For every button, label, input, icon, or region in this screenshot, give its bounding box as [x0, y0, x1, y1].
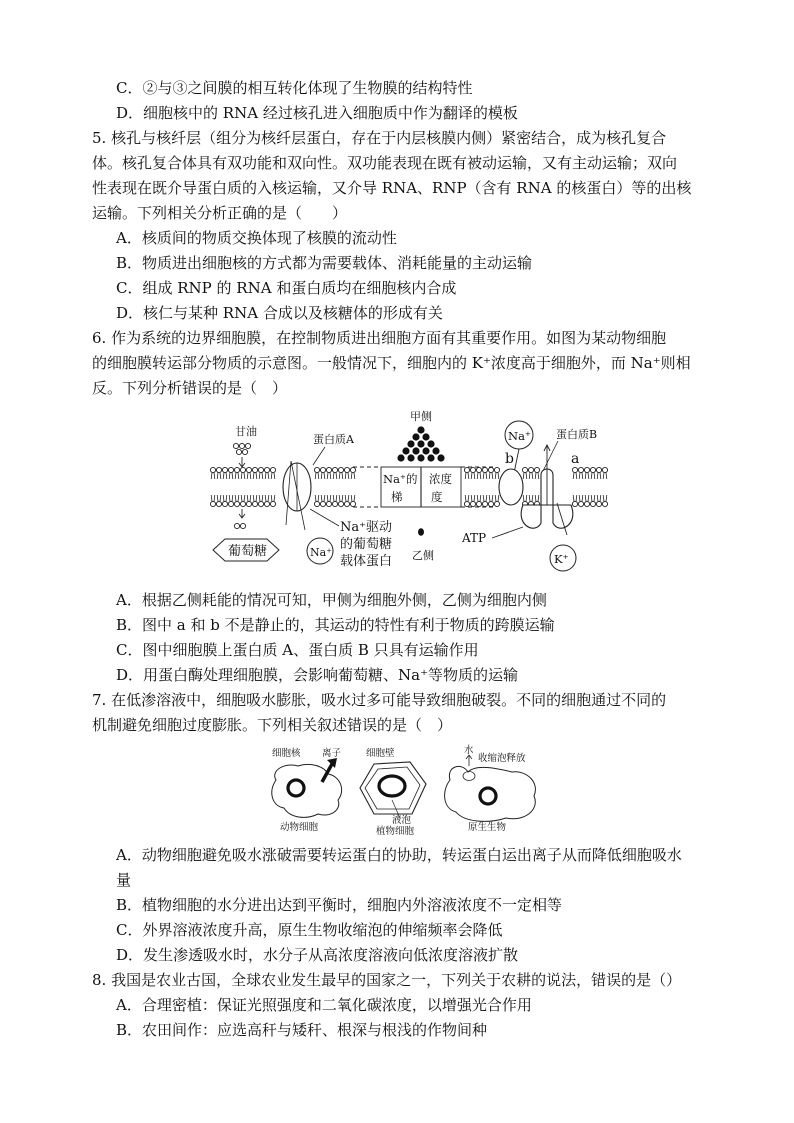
phospholipid-outer	[326, 467, 331, 479]
q7-option-c: C．外界溶液浓度升高，原生生物收缩泡的伸缩频率会降低	[116, 921, 503, 939]
protist-label: 原生生物	[468, 822, 507, 833]
q5-stem-line1: 5. 核孔与核纤层（组分为核纤层蛋白，存在于内层核膜内侧）紧密结合，成为核孔复合	[92, 129, 667, 147]
carrier-label-3: 载体蛋白	[340, 554, 393, 569]
phospholipid-inner	[314, 495, 319, 507]
q7-option-b: B．植物细胞的水分进出达到平衡时，细胞内外溶液浓度不一定相等	[116, 896, 563, 914]
label-b: b	[505, 451, 514, 467]
phospholipid-outer	[332, 467, 337, 479]
protist-cell	[445, 766, 536, 821]
q6-stem-line1: 6. 作为系统的边界细胞膜，在控制物质进出细胞方面有其重要作用。如图为某动物细胞	[92, 329, 667, 347]
phospholipid-inner	[584, 495, 589, 507]
phospholipid-outer	[222, 467, 227, 479]
q6-option-b: B．图中 a 和 b 不是静止的，其运动的特性有利于物质的跨膜运输	[116, 616, 555, 634]
phospholipid-inner	[488, 495, 493, 507]
phospholipid-inner	[494, 495, 499, 507]
phospholipid-outer	[470, 467, 475, 479]
phospholipid-outer	[584, 467, 589, 479]
protein-b-oval	[499, 469, 523, 505]
phospholipid-inner	[240, 495, 245, 507]
q6-option-c: C．图中细胞膜上蛋白质 A、蛋白质 B 只具有运输作用	[116, 641, 479, 659]
phospholipid-outer	[240, 467, 245, 479]
phospholipid-outer	[590, 467, 595, 479]
cell-wall-label: 细胞壁	[366, 748, 395, 759]
glucose-label: 葡萄糖	[228, 544, 268, 559]
atp-arrow	[492, 527, 523, 538]
phospholipid-outer	[264, 467, 269, 479]
q5-stem-line4: 运输。下列相关分析正确的是（ ）	[92, 204, 348, 222]
q4-option-d: D．细胞核中的 RNA 经过核孔进入细胞质中作为翻译的模板	[116, 104, 518, 122]
water-label: 水	[464, 745, 474, 756]
carrier-label-2: 的葡萄糖	[340, 537, 393, 552]
phospholipid-inner	[590, 495, 595, 507]
protein-a-label: 蛋白质A	[313, 433, 354, 446]
phospholipid-outer	[488, 467, 493, 479]
q5-option-d: D．核仁与某种 RNA 合成以及核糖体的形成有关	[116, 304, 443, 322]
phospholipid-outer	[270, 467, 275, 479]
phospholipid-inner	[464, 495, 469, 507]
q8-stem: 8. 我国是农业古国，全球农业发生最早的国家之一，下列关于农耕的说法，错误的是（）	[92, 971, 682, 989]
phospholipid-outer	[522, 467, 527, 479]
q8-option-a: A．合理密植：保证光照强度和二氧化碳浓度，以增强光合作用	[116, 996, 532, 1014]
q7-stem-line2: 机制避免细胞过度膨胀。下列相关叙述错误的是（ ）	[92, 716, 453, 734]
q6-option-a: A．根据乙侧耗能的情况可知，甲侧为细胞外侧，乙侧为细胞内侧	[116, 591, 547, 609]
phospholipid-outer	[216, 467, 221, 479]
phospholipid-outer	[534, 467, 539, 479]
phospholipid-inner	[572, 495, 577, 507]
water-arrow	[466, 755, 472, 766]
nucleus-label: 细胞核	[272, 748, 301, 759]
phospholipid-outer	[528, 467, 533, 479]
phospholipid-inner	[338, 495, 343, 507]
phospholipid-inner	[246, 495, 251, 507]
q8-option-b: B．农田间作：应选高秆与矮秆、根深与根浅的作物间种	[116, 1021, 488, 1039]
phospholipid-inner	[210, 495, 215, 507]
phospholipid-outer	[320, 467, 325, 479]
phospholipid-inner	[578, 495, 583, 507]
label-a: a	[571, 451, 580, 467]
phospholipid-inner	[216, 495, 221, 507]
na-ion-top-label: Na⁺	[508, 429, 531, 443]
phospholipid-inner	[470, 495, 475, 507]
q5-stem-line2: 体。核孔复合体具有双功能和双向性。双功能表现在既有被动运输，又有主动运输；双向	[92, 154, 678, 172]
q6-stem-line2: 的细胞膜转运部分物质的示意图。一般情况下，细胞内的 K⁺浓度高于细胞外，而 Na⁺则相	[92, 354, 691, 372]
phospholipid-inner	[252, 495, 257, 507]
phospholipid-outer	[350, 467, 355, 479]
phospholipid-outer	[228, 467, 233, 479]
phospholipid-outer	[572, 467, 577, 479]
animal-cell	[272, 764, 342, 817]
protein-b-pointer	[542, 441, 558, 473]
phospholipid-inner	[234, 495, 239, 507]
protein-a-pointer	[313, 447, 325, 465]
na-gradient-text-1: Na⁺的	[383, 472, 418, 486]
phospholipid-inner	[332, 495, 337, 507]
phospholipid-inner	[596, 495, 601, 507]
q5-option-a: A．核质间的物质交换体现了核膜的流动性	[116, 229, 397, 247]
q5-option-b: B．物质进出细胞核的方式都为需要载体、消耗能量的主动运输	[116, 254, 533, 272]
phospholipid-inner	[482, 495, 487, 507]
q5-option-c: C．组成 RNP 的 RNA 和蛋白质均在细胞核内合成	[116, 279, 457, 297]
phospholipid-inner	[344, 495, 349, 507]
phospholipid-inner	[264, 495, 269, 507]
phospholipid-outer	[338, 467, 343, 479]
phospholipid-outer	[252, 467, 257, 479]
phospholipid-inner	[258, 495, 263, 507]
vacuole-release-label: 收缩泡释放	[478, 753, 526, 764]
q7-stem-line1: 7. 在低渗溶液中，细胞吸水膨胀，吸水过多可能导致细胞破裂。不同的细胞通过不同的	[92, 691, 667, 709]
ion-label: 离子	[322, 748, 342, 759]
phospholipid-inner	[602, 495, 607, 507]
na-gradient-text-3: 梯	[391, 490, 403, 504]
animal-cell-label: 动物细胞	[280, 822, 319, 833]
phospholipid-outer	[578, 467, 583, 479]
phospholipid-outer	[602, 467, 607, 479]
phospholipid-outer	[210, 467, 215, 479]
side-jia-label: 甲侧	[410, 410, 432, 423]
side-yi-label: 乙侧	[412, 549, 434, 562]
protein-b-label: 蛋白质B	[556, 428, 598, 441]
q6-stem-line3: 反。下列分析错误的是（ ）	[92, 379, 288, 397]
q7-option-a-line1: A．动物细胞避免吸水涨破需要转运蛋白的协助，转运蛋白运出离子从而降低细胞吸水	[116, 846, 682, 864]
q6-option-d: D．用蛋白酶处理细胞膜，会影响葡萄糖、Na⁺等物质的运输	[116, 666, 519, 684]
na-gradient-text-2: 浓度	[429, 472, 452, 486]
phospholipid-inner	[326, 495, 331, 507]
phospholipid-outer	[258, 467, 263, 479]
q4-option-c: C．②与③之间膜的相互转化体现了生物膜的结构特性	[116, 79, 473, 97]
phospholipid-outer	[494, 467, 499, 479]
q7-cells-figure	[264, 742, 554, 837]
q7-option-a-line2: 量	[116, 871, 132, 889]
q5-stem-line3: 性表现在既介导蛋白质的入核运输，又介导 RNA、RNP（含有 RNA 的核蛋白）等的出核	[92, 179, 692, 197]
phospholipid-inner	[222, 495, 227, 507]
na-ion-bottom-label: Na⁺	[310, 546, 332, 559]
phospholipid-outer	[476, 467, 481, 479]
k-ion-label: K⁺	[554, 552, 569, 566]
plant-cell-label: 植物细胞	[376, 826, 415, 837]
phospholipid-outer	[596, 467, 601, 479]
phospholipid-inner	[228, 495, 233, 507]
phospholipid-inner	[320, 495, 325, 507]
carrier-pointer	[310, 509, 339, 526]
phospholipid-outer	[234, 467, 239, 479]
phospholipid-outer	[482, 467, 487, 479]
q6-membrane-figure	[205, 405, 615, 577]
glycerol-arrow	[239, 457, 245, 467]
phospholipid-outer	[314, 467, 319, 479]
vacuole-label: 液泡	[392, 815, 412, 826]
phospholipid-outer	[464, 467, 469, 479]
phospholipid-inner	[270, 495, 275, 507]
phospholipid-inner	[350, 495, 355, 507]
glycerol-label: 甘油	[235, 425, 257, 438]
plant-cell-wall	[360, 762, 426, 814]
phospholipid-outer	[344, 467, 349, 479]
phospholipid-inner	[476, 495, 481, 507]
atp-label: ATP	[462, 531, 487, 545]
na-gradient-text-4: 度	[431, 490, 443, 504]
carrier-label-1: Na⁺驱动	[340, 520, 392, 535]
phospholipid-outer	[246, 467, 251, 479]
glycerol-arrow-lower	[239, 509, 245, 518]
q7-option-d: D．发生渗透吸水时，水分子从高浓度溶液向低浓度溶液扩散	[116, 946, 519, 964]
